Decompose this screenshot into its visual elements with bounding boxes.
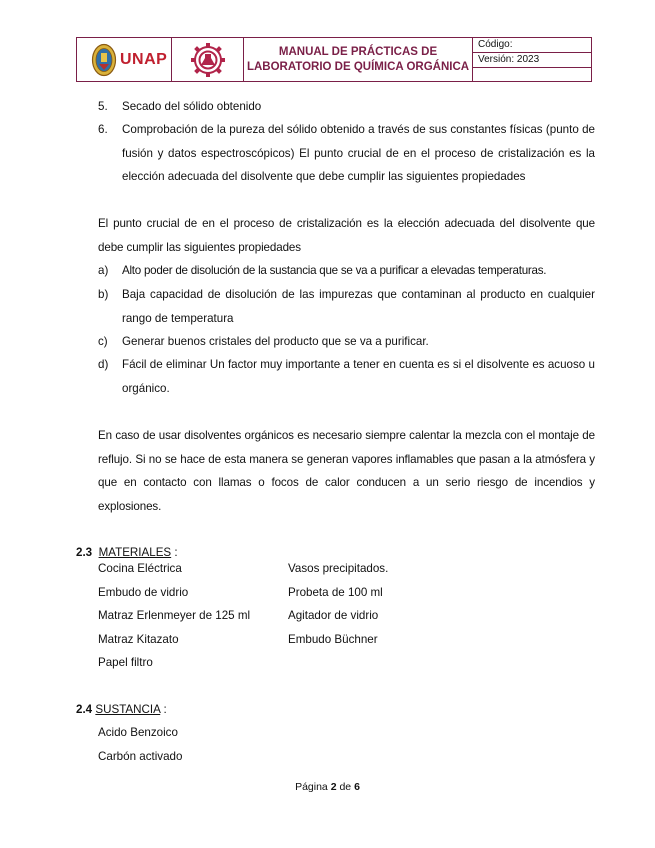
logo-text: UNAP <box>120 50 168 68</box>
materials-right-column <box>288 557 388 651</box>
list-item: Carbón activado <box>98 749 183 763</box>
title-line-1: MANUAL DE PRÁCTICAS DE <box>278 45 438 58</box>
section-suffix: : <box>171 546 178 559</box>
list-marker: 6. <box>98 123 108 136</box>
title-line-2: LABORATORIO DE QUÍMICA ORGÁNICA <box>246 60 470 73</box>
list-text: Comprobación de la pureza del sólido obtenido a través de sus constantes físicas (punto de fusión y datos espectroscópicos) El punto crucial de en el proceso de cristalización es la elección adecuada del disolvente que debe cumplir las siguientes propiedades <box>122 123 595 183</box>
list-item: Vasos precipitados. <box>288 562 389 575</box>
list-item <box>98 259 595 283</box>
list-item: Cocina Eléctrica <box>98 562 182 575</box>
page-total: 6 <box>354 781 360 793</box>
page-number: 2 <box>330 781 337 793</box>
list-text: Alto poder de disolución de la sustancia que se va a purificar a elevadas temperaturas. <box>122 264 547 277</box>
list-item <box>98 353 595 401</box>
section-number: 2.3 <box>76 546 93 559</box>
list-item: Embudo Büchner <box>288 632 378 646</box>
list-text: Baja capacidad de disolución de las impurezas que contaminan al producto en cualquier rango de temperatura <box>122 288 595 325</box>
unap-logo <box>77 38 172 81</box>
manual-title <box>244 38 473 81</box>
substance-list <box>98 721 182 768</box>
list-marker: a) <box>98 264 109 277</box>
empty-meta-cell <box>473 68 591 81</box>
university-seal-icon <box>91 43 117 77</box>
list-marker: d) <box>98 358 109 371</box>
version-field: Versión: 2023 <box>473 53 591 68</box>
document-header <box>76 37 592 82</box>
list-item: Probeta de 100 ml <box>288 585 383 599</box>
list-text: Generar buenos cristales del producto que se va a purificar. <box>122 335 429 348</box>
list-item: Embudo de vidrio <box>98 585 189 599</box>
list-item: Matraz Erlenmeyer de 125 ml <box>98 609 251 622</box>
section-heading-substance <box>76 702 167 718</box>
footer-middle: de <box>336 781 355 793</box>
list-marker: 5. <box>98 100 108 113</box>
materials-left-column <box>98 557 250 675</box>
footer-prefix: Página <box>295 781 331 793</box>
section-title: SUSTANCIA <box>95 703 161 716</box>
section-number: 2.4 <box>76 703 93 716</box>
section-suffix: : <box>160 703 167 716</box>
list-marker: c) <box>98 335 108 348</box>
list-item: Matraz Kitazato <box>98 632 179 646</box>
list-item <box>98 283 595 331</box>
list-marker: b) <box>98 288 109 301</box>
document-meta <box>473 38 591 81</box>
list-item <box>98 118 595 190</box>
list-text: Secado del sólido obtenido <box>122 100 262 113</box>
paragraph-reflux: En caso de usar disolventes orgánicos es necesario siempre calentar la mezcla con el montaje de reflujo. Si no se hace de esta manera se generan vapores inflamables que pasan a la atmósfera y que en contacto con llamas o focos de calor conducen a un serio riesgo de incendios y explosiones. <box>98 429 595 513</box>
faculty-logo <box>172 38 244 81</box>
list-item: Acido Benzoico <box>98 726 178 739</box>
list-item <box>98 330 595 354</box>
section-title: MATERIALES <box>98 546 172 559</box>
code-field: Código: <box>473 38 591 53</box>
list-item: Papel filtro <box>98 656 153 669</box>
paragraph-solvent: El punto crucial de en el proceso de cristalización es la elección adecuada del disolvente que debe cumplir las siguientes propiedades <box>98 217 595 254</box>
page-footer <box>0 781 655 793</box>
list-item: Agitador de vidrio <box>288 609 379 622</box>
list-text: Fácil de eliminar Un factor muy importante a tener en cuenta es si el disolvente es acuoso u orgánico. <box>122 358 595 395</box>
list-item <box>98 95 595 119</box>
gear-flask-icon <box>189 41 227 79</box>
